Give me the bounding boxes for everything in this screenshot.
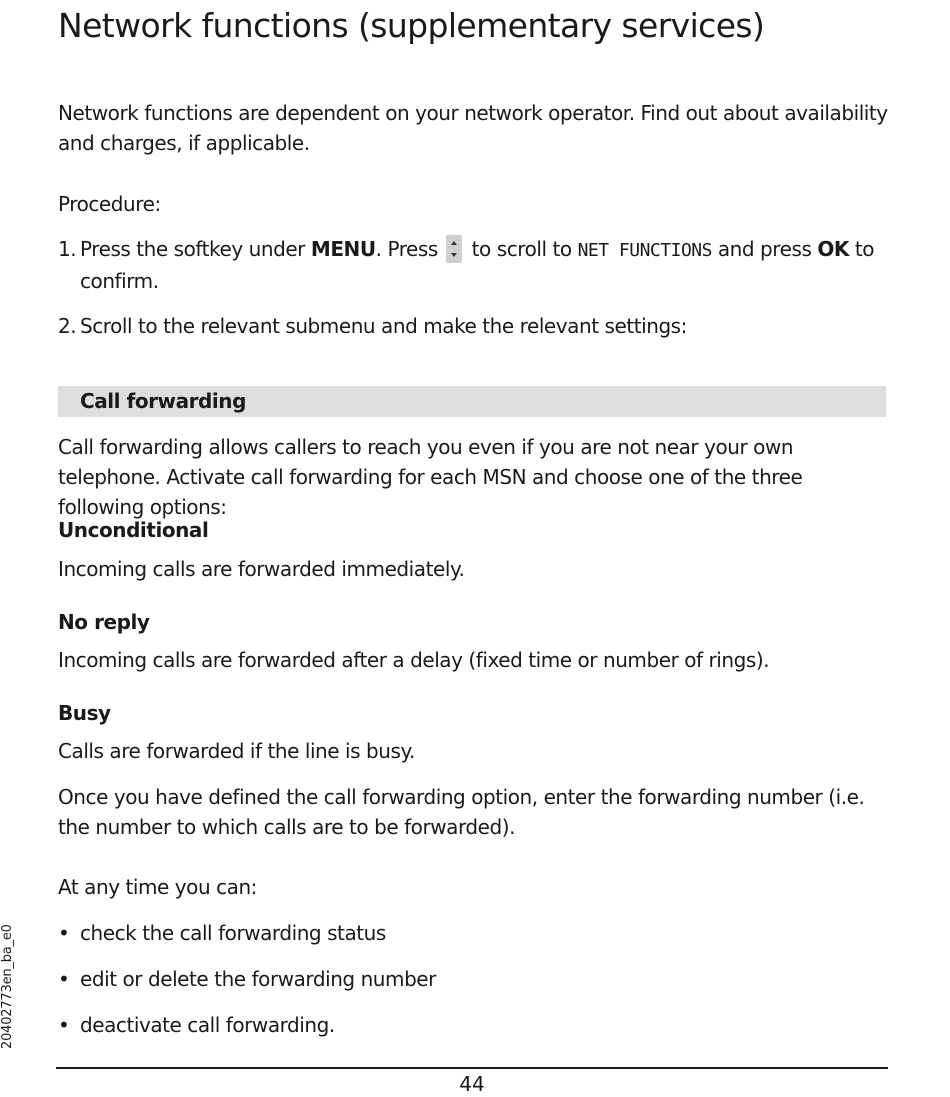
document-code-label: 20402773en_ba_e0 [0,924,15,1049]
call-forwarding-description: Call forwarding allows callers to reach you even if you are not near your own telephone. Activate call forwarding for each MSN and choose one of the three following options: [58,435,803,519]
footer-divider [56,1067,888,1069]
step-text: Scroll to the relevant submenu and make the relevant settings: [80,314,687,338]
bullet-icon: • [58,967,70,991]
option-heading-busy: Busy [58,701,111,725]
step-text: to scroll to [465,237,578,261]
option-text-unconditional: Incoming calls are forwarded immediately. [58,557,465,581]
step-number: 2. [58,314,77,338]
list-item-text: edit or delete the forwarding number [80,967,436,991]
menu-key-label: MENU [310,237,376,261]
scroll-arrows-icon [446,235,462,263]
step-body [80,234,888,296]
scroll-up-down-key-icon [446,235,462,263]
option-heading-unconditional: Unconditional [58,518,209,542]
step-text: . Press [375,237,444,261]
forwarding-number-paragraph: Once you have defined the call forwarding option, enter the forwarding number (i.e. the number to which calls are to be forwarded). [58,785,865,839]
intro-paragraph: Network functions are dependent on your network operator. Find out about availability and charges, if applicable. [58,101,888,155]
list-item [58,964,436,994]
list-item-text: check the call forwarding status [80,921,386,945]
procedure-step-1 [58,234,888,296]
procedure-label: Procedure: [58,192,161,216]
option-text-no-reply: Incoming calls are forwarded after a delay (fixed time or number of rings). [58,648,770,672]
any-time-label: At any time you can: [58,875,257,899]
step-text: Press the softkey under [80,237,311,261]
procedure-step-2 [58,311,888,341]
ok-key-label: OK [817,237,849,261]
list-item [58,918,386,948]
list-item-text: deactivate call forwarding. [80,1013,335,1037]
step-text: to confirm. [80,237,875,293]
bullet-icon: • [58,1013,70,1037]
step-number: 1. [58,237,77,261]
section-header-bar [58,386,886,417]
page-number: 44 [459,1072,485,1096]
option-text-busy: Calls are forwarded if the line is busy. [58,739,415,763]
section-title: Call forwarding [80,389,246,413]
list-item [58,1010,335,1040]
page-title: Network functions (supplementary services) [58,6,765,45]
bullet-icon: • [58,921,70,945]
display-text-net-functions: NET FUNCTIONS [577,240,712,261]
option-heading-no-reply: No reply [58,610,150,634]
step-text: and press [711,237,818,261]
